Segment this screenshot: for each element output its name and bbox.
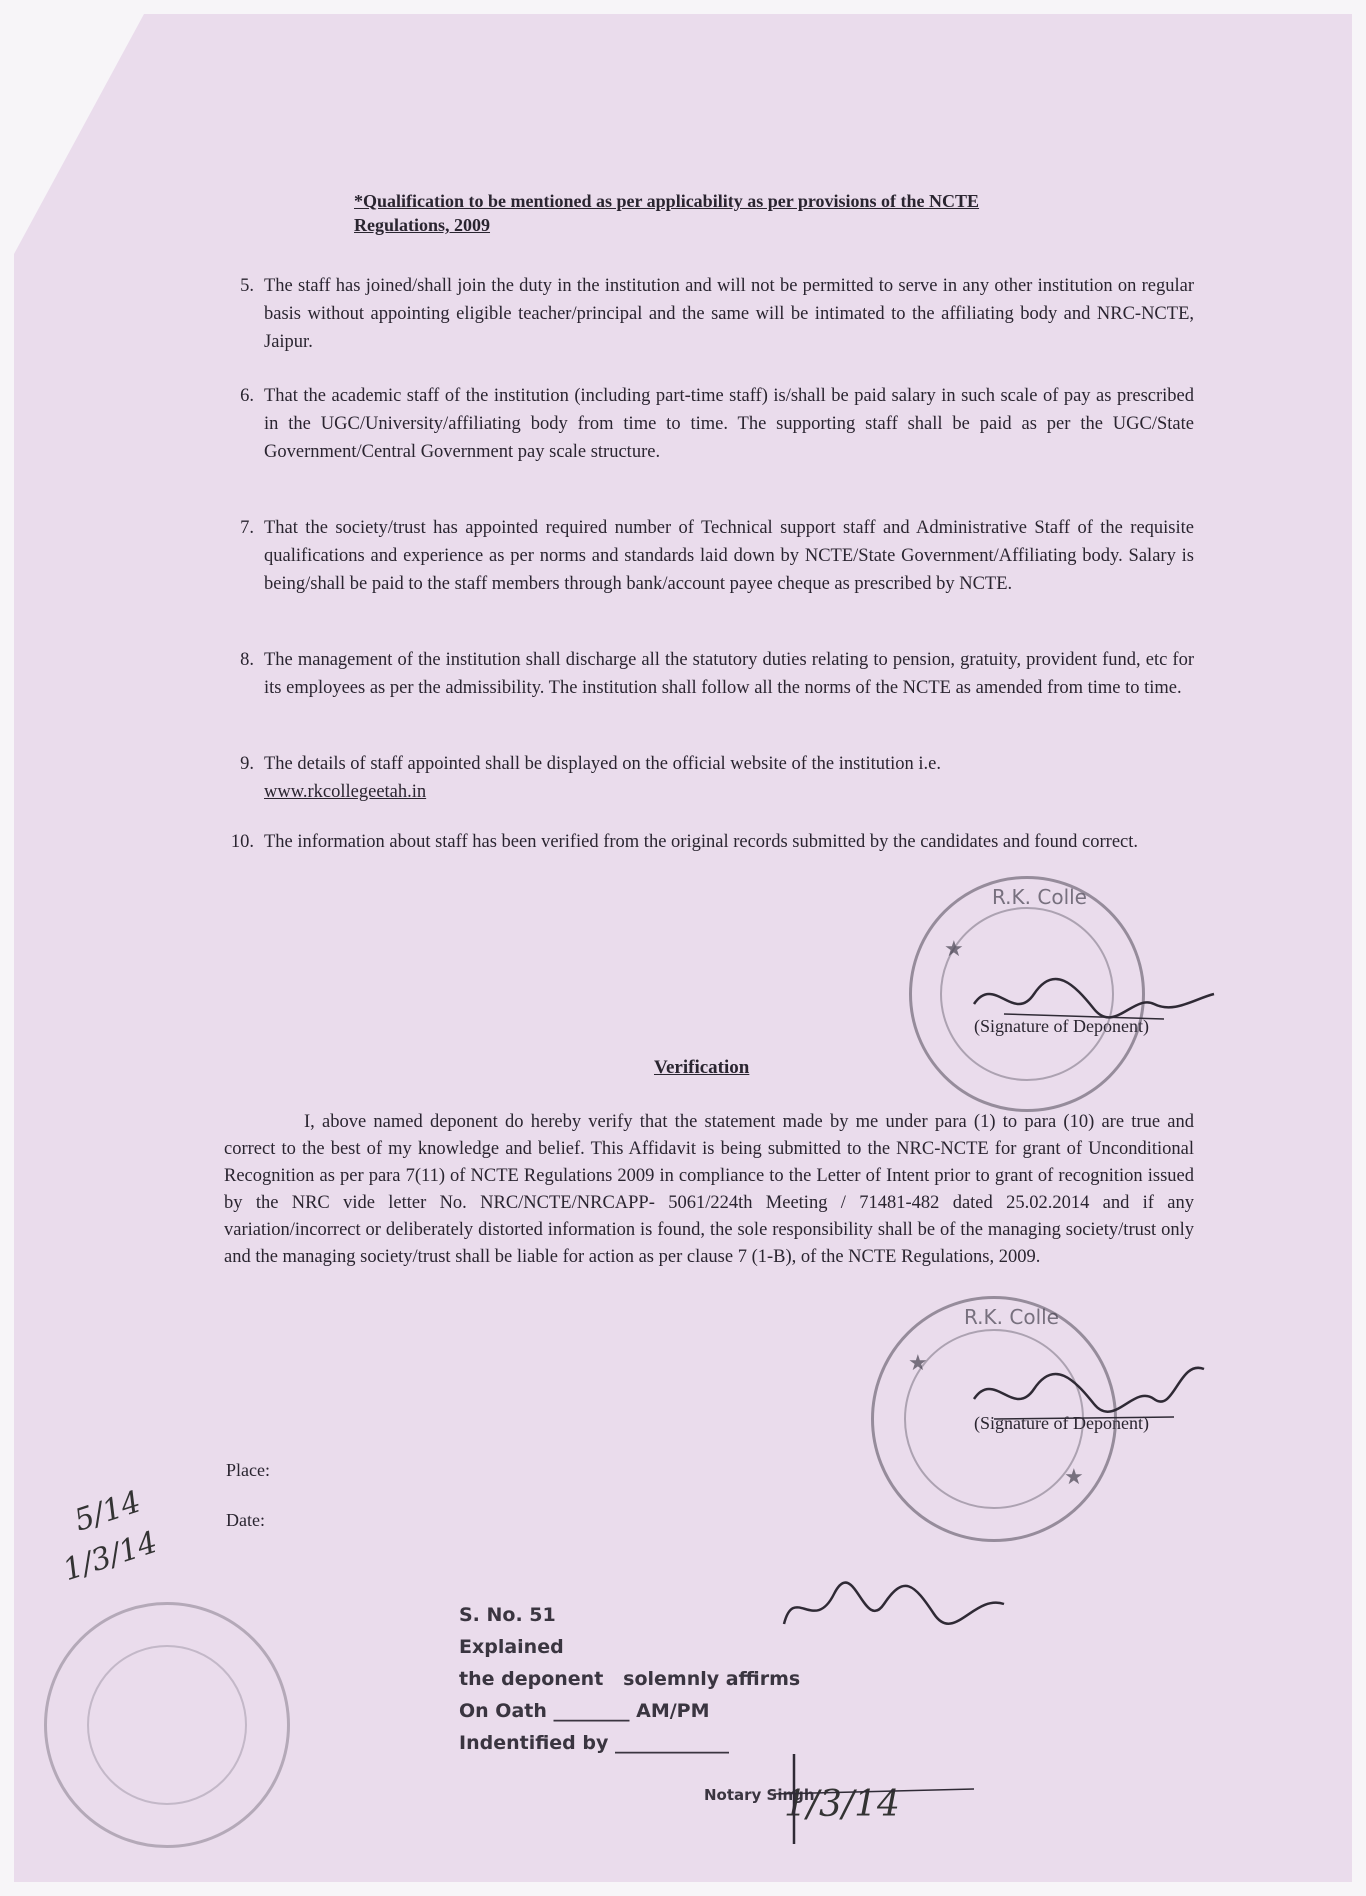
item-number: 9. <box>240 754 254 774</box>
stamp-line: the deponent <box>459 1668 604 1690</box>
item-text: That the academic staff of the institution (including part-time staff) is/shall be paid salary in such scale of pay as prescribed in the UGC/University/affiliating body from time to time. The supporting staff shall be paid as per the UGC/State Government/Central Government pay scale structure. <box>264 386 1194 462</box>
item-number: 7. <box>240 518 254 538</box>
list-item <box>240 750 1194 806</box>
item-text: That the society/trust has appointed required number of Technical support staff and Administrative Staff of the requisite qualifications and experience as per norms and standards laid down by NCTE/State Government/Affiliating body. Salary is being/shall be paid to the staff members through bank/account payee cheque as prescribed by NCTE. <box>264 518 1194 594</box>
item-number: 6. <box>240 386 254 406</box>
item-text: The information about staff has been verified from the original records submitted by the candidates and found correct. <box>264 832 1139 852</box>
handwritten-note: 1/3/14 <box>58 1524 162 1589</box>
item-number: 10. <box>230 832 254 852</box>
stamp-line: solemnly affirms <box>623 1668 801 1690</box>
notary-name: Notary Singh <box>704 1786 815 1804</box>
list-item <box>240 272 1194 356</box>
item-number: 5. <box>240 276 254 296</box>
verification-title: Verification <box>654 1057 750 1078</box>
list-item <box>240 646 1194 702</box>
list-item <box>240 382 1194 466</box>
document-page <box>14 14 1352 1882</box>
stamp-line: Indentified by <box>459 1732 609 1754</box>
stamp-line: S. No. 51 <box>459 1604 556 1626</box>
qualification-heading <box>354 189 1194 237</box>
verification-text: I, above named deponent do hereby verify that the statement made by me under para (1) to para (10) are true and correct to the best of my knowledge and belief. This Affidavit is being submitted to the NRC-NCTE for grant of Unconditional Recognition as per para 7(11) of NCTE Regulations 2009 in compliance to the Letter of Intent prior to grant of recognition issued by the NRC vide letter No. NRC/NCTE/NRCAPP- 5061/224th Meeting / 71481-482 dated 25.02.2014 and if any variation/incorrect or deliberately distorted information is found, the sole responsibility shall be of the managing society/trust only and the managing society/trust shall be liable for action as per clause 7 (1-B), of the NCTE Regulations, 2009. <box>224 1112 1194 1267</box>
star-icon: ★ <box>908 1351 928 1376</box>
heading-line-2: Regulations, 2009 <box>354 215 491 235</box>
deponent-signature <box>964 964 1224 1044</box>
notary-stamp: S. No. 51 Explained the deponent solemnly affirms On Oath ________ AM/PM Indentified by ____________ <box>459 1604 801 1754</box>
signature-label: (Signature of Deponent) <box>974 1413 1149 1433</box>
notary-signature-stroke <box>774 1754 974 1854</box>
item-number: 8. <box>240 650 254 670</box>
stamp-line: AM/PM <box>636 1700 710 1722</box>
item-text: The management of the institution shall discharge all the statutory duties relating to pension, gratuity, provident fund, etc for its employees as per the admissibility. The institution shall follow all the norms of the NCTE as amended from time to time. <box>264 650 1194 698</box>
signature-label: (Signature of Deponent) <box>974 1016 1149 1036</box>
website-link[interactable]: www.rkcollegeetah.in <box>264 782 427 802</box>
seal-text: R.K. Colle <box>992 885 1087 909</box>
notary-signature <box>774 1574 1034 1654</box>
seal-text: R.K. Colle <box>964 1305 1059 1329</box>
stamp-line: On Oath <box>459 1700 547 1722</box>
notary-seal <box>44 1602 290 1848</box>
place-label: Place: <box>226 1460 270 1480</box>
heading-line-1: *Qualification to be mentioned as per applicability as per provisions of the NCTE <box>354 191 980 211</box>
item-text: The staff has joined/shall join the duty in the institution and will not be permitted to serve in any other institution on regular basis without appointing eligible teacher/principal and the same will be intimated to the affiliating body and NRC-NCTE, Jaipur. <box>264 276 1194 352</box>
handwritten-note: 5/14 <box>70 1484 146 1539</box>
date-label: Date: <box>226 1510 265 1530</box>
list-item <box>230 828 1194 856</box>
item-text: The details of staff appointed shall be displayed on the official website of the institution i.e. <box>264 754 941 774</box>
deponent-signature <box>964 1349 1224 1439</box>
star-icon: ★ <box>944 937 964 962</box>
list-item <box>240 514 1194 598</box>
handwritten-date: 1/3/14 <box>784 1784 900 1825</box>
folded-corner <box>14 14 144 254</box>
star-icon: ★ <box>1064 1465 1084 1490</box>
stamp-line: Explained <box>459 1636 564 1658</box>
